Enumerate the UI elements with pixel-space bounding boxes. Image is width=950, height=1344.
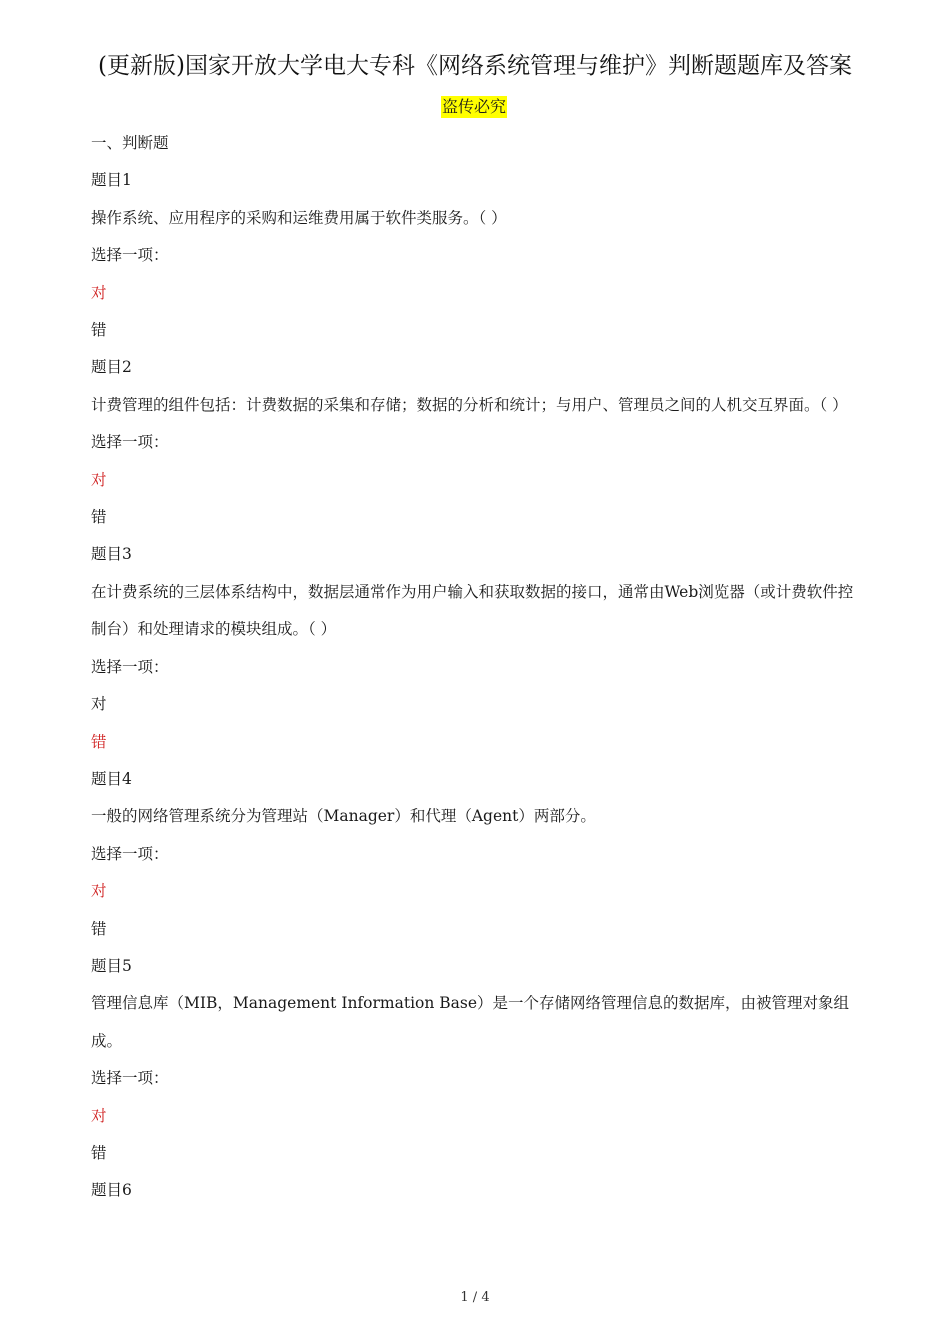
question-6	[91, 1172, 866, 1209]
choice-prompt: 选择一项：	[91, 246, 169, 265]
choice-prompt: 选择一项：	[91, 657, 169, 676]
question-text: 管理信息库（MIB，Management Information Base）是一个存储网络管理信息的数据库，由被管理对象组成。	[91, 994, 850, 1050]
option-true: 对	[91, 882, 107, 901]
document-title: (更新版)国家开放大学电大专科《网络系统管理与维护》判断题题库及答案	[98, 53, 852, 79]
option-false: 错	[91, 1143, 107, 1162]
question-3	[91, 536, 866, 760]
option-true: 对	[91, 283, 107, 302]
question-label: 题目2	[91, 358, 132, 377]
question-5	[91, 948, 866, 1172]
question-text: 计费管理的组件包括：计费数据的采集和存储；数据的分析和统计；与用户、管理员之间的人机交互界面。（ ）	[91, 395, 848, 414]
option-false: 错	[91, 508, 107, 527]
question-text: 操作系统、应用程序的采购和运维费用属于软件类服务。（ ）	[91, 208, 507, 227]
document-body	[91, 125, 866, 1210]
question-4	[91, 761, 866, 948]
question-text: 一般的网络管理系统分为管理站（Manager）和代理（Agent）两部分。	[91, 807, 596, 826]
option-true: 对	[91, 470, 107, 489]
watermark-label: 盗传必究	[442, 97, 507, 116]
option-false: 错	[91, 919, 107, 938]
option-true: 对	[91, 695, 107, 714]
question-1	[91, 162, 866, 349]
question-label: 题目6	[91, 1181, 132, 1200]
question-label: 题目1	[91, 171, 132, 190]
choice-prompt: 选择一项：	[91, 1069, 169, 1088]
question-label: 题目4	[91, 769, 132, 788]
choice-prompt: 选择一项：	[91, 433, 169, 452]
option-false: 错	[91, 732, 107, 751]
page-indicator: 1 / 4	[460, 1290, 490, 1305]
question-text: 在计费系统的三层体系结构中，数据层通常作为用户输入和获取数据的接口，通常由Web浏览器（或计费软件控制台）和处理请求的模块组成。（ ）	[91, 582, 854, 639]
question-label: 题目3	[91, 545, 132, 564]
question-2	[91, 349, 866, 536]
option-false: 错	[91, 321, 107, 340]
question-label: 题目5	[91, 956, 132, 975]
choice-prompt: 选择一项：	[91, 844, 169, 863]
option-true: 对	[91, 1106, 107, 1125]
section-heading: 一、判断题	[91, 134, 169, 152]
